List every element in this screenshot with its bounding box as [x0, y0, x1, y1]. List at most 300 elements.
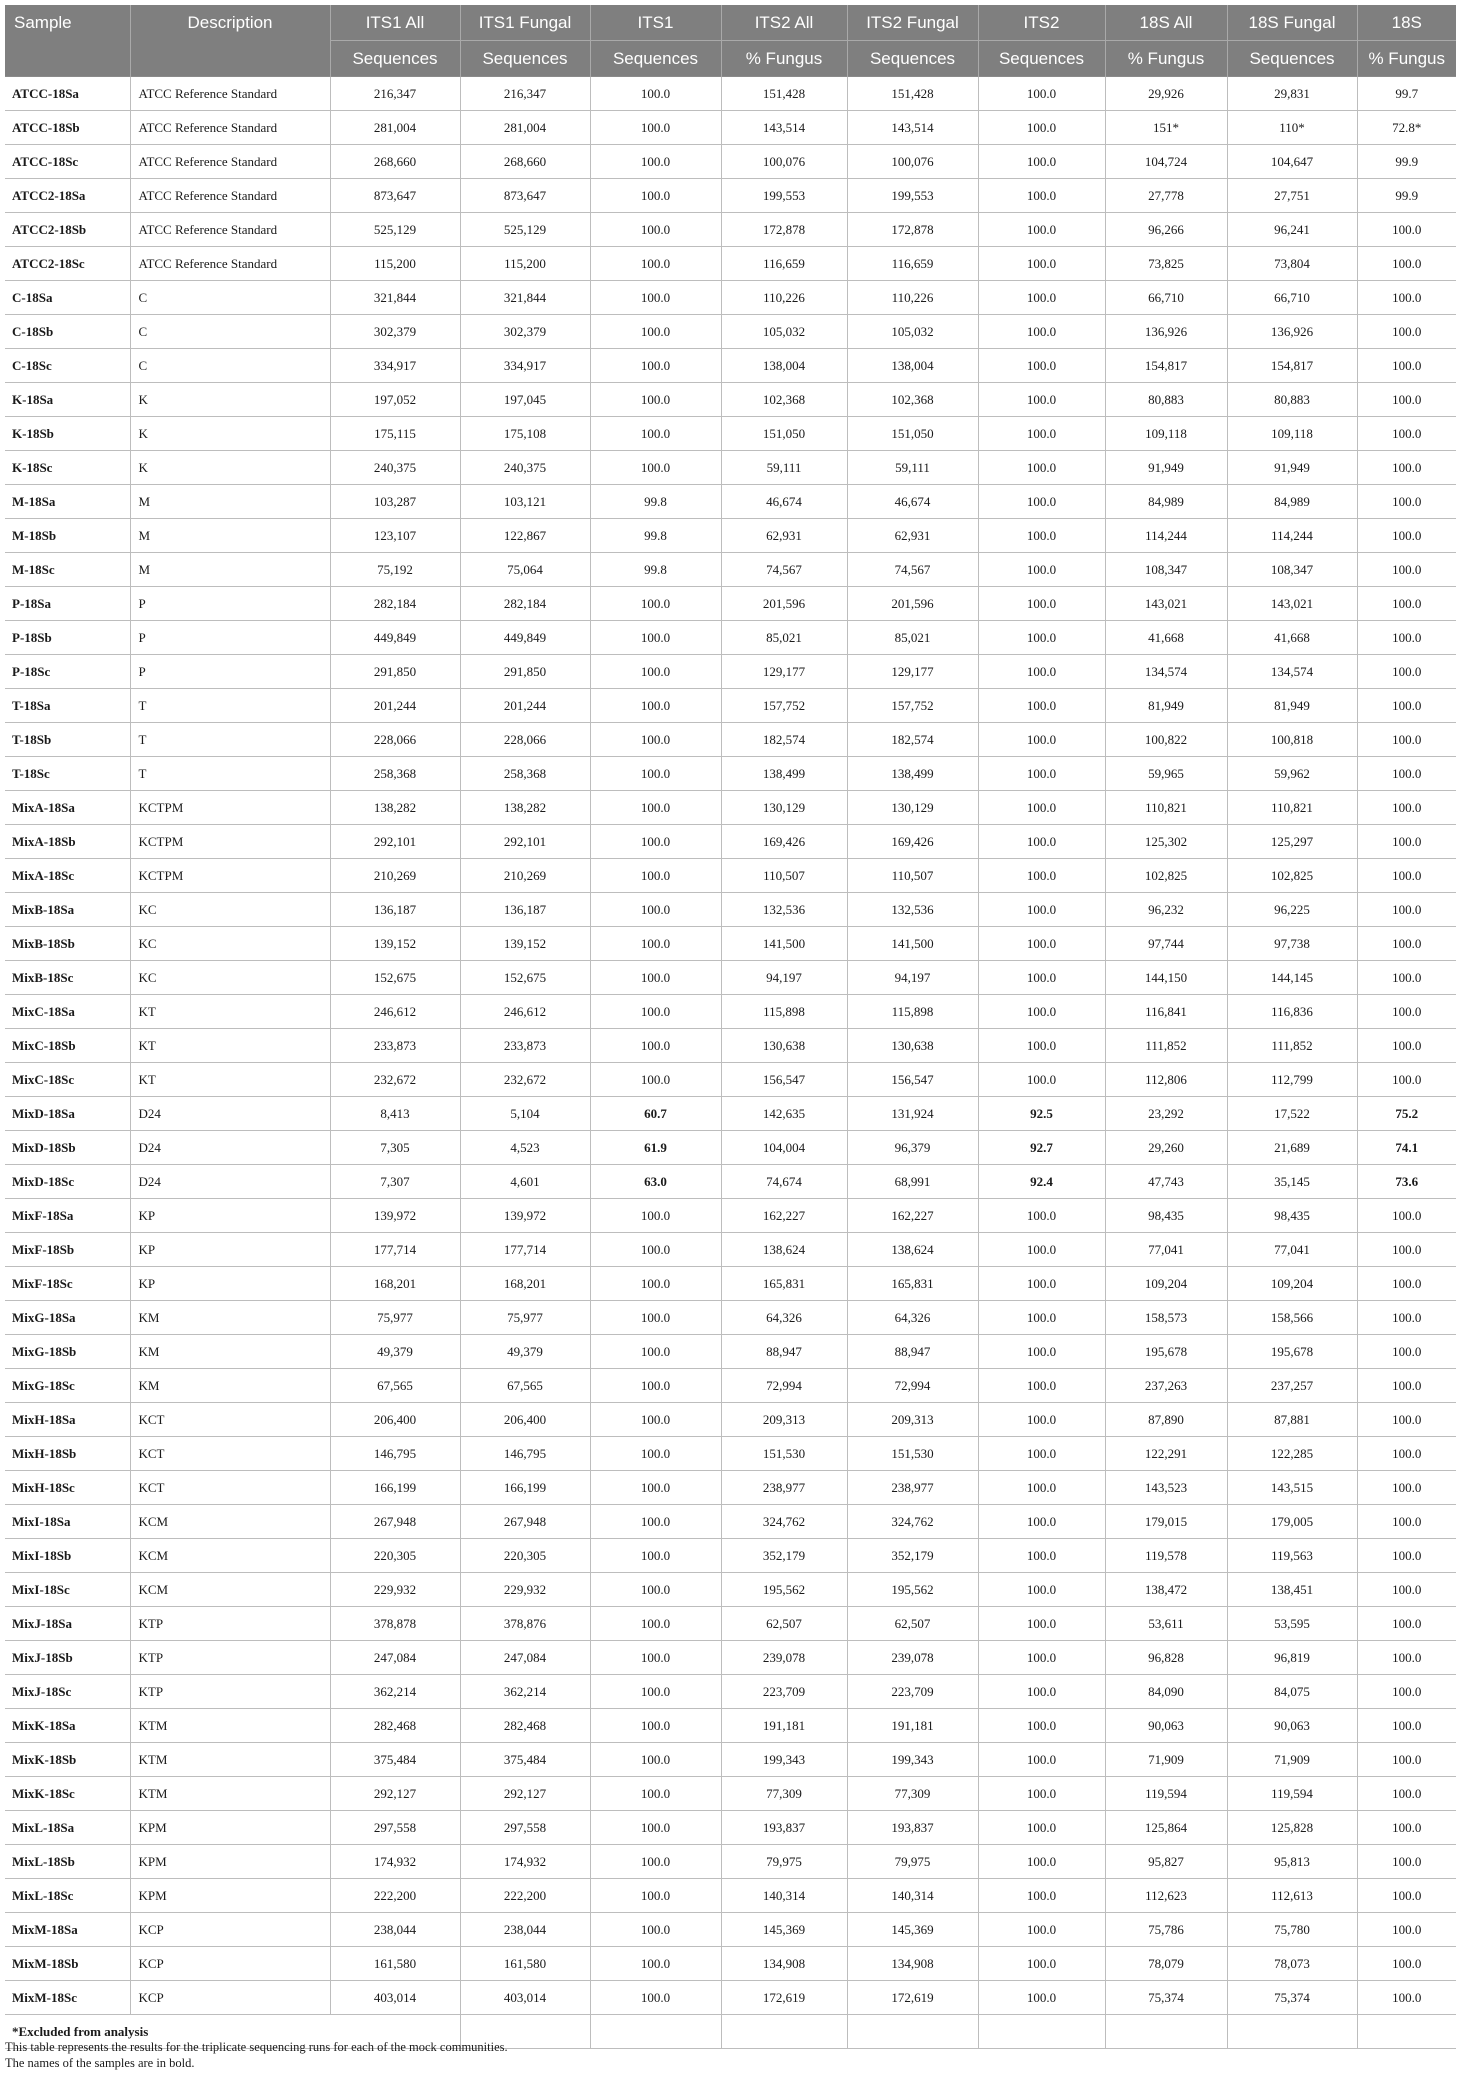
- cell-its2-pct: 100.0: [978, 587, 1105, 621]
- cell-its2-fungal: 138,624: [847, 1233, 978, 1267]
- cell-18s-all: 112,806: [1105, 1063, 1227, 1097]
- cell-its1-pct: 100.0: [590, 315, 721, 349]
- cell-its1-pct: 100.0: [590, 349, 721, 383]
- cell-its1-pct: 100.0: [590, 1505, 721, 1539]
- table-row: [5, 1811, 1456, 1845]
- cell-18s-fungal: 125,828: [1227, 1811, 1357, 1845]
- cell-its2-pct: 100.0: [978, 1641, 1105, 1675]
- cell-its2-fungal: 116,659: [847, 247, 978, 281]
- cell-18s-all: 195,678: [1105, 1335, 1227, 1369]
- cell-18s-fungal: 134,574: [1227, 655, 1357, 689]
- cell-sample: MixL-18Sc: [5, 1879, 130, 1913]
- cell-sample: P-18Sc: [5, 655, 130, 689]
- cell-its2-fungal: 239,078: [847, 1641, 978, 1675]
- header-its1-all-sub: Sequences: [330, 41, 460, 77]
- cell-sample: MixK-18Sc: [5, 1777, 130, 1811]
- header-description-sub: [130, 41, 330, 77]
- header-row-bottom: [5, 41, 1456, 77]
- cell-its1-fungal: 282,184: [460, 587, 590, 621]
- cell-its1-all: 201,244: [330, 689, 460, 723]
- cell-sample: MixG-18Sa: [5, 1301, 130, 1335]
- cell-its1-all: 210,269: [330, 859, 460, 893]
- cell-its1-pct: 100.0: [590, 145, 721, 179]
- table-row: [5, 1777, 1456, 1811]
- cell-18s-all: 114,244: [1105, 519, 1227, 553]
- table-row: [5, 1641, 1456, 1675]
- cell-its1-pct: 100.0: [590, 1981, 721, 2015]
- cell-its1-pct: 100.0: [590, 1471, 721, 1505]
- cell-its2-pct: 100.0: [978, 689, 1105, 723]
- cell-its1-pct: 100.0: [590, 1879, 721, 1913]
- cell-18s-all: 116,841: [1105, 995, 1227, 1029]
- table-row: [5, 1267, 1456, 1301]
- cell-its2-all: 193,837: [721, 1811, 847, 1845]
- table-row: [5, 281, 1456, 315]
- cell-sample: MixF-18Sa: [5, 1199, 130, 1233]
- cell-description: KTM: [130, 1709, 330, 1743]
- table-note: The names of the samples are in bold.: [5, 2056, 195, 2070]
- table-row: [5, 655, 1456, 689]
- cell-its1-all: 229,932: [330, 1573, 460, 1607]
- cell-its2-pct: 100.0: [978, 1029, 1105, 1063]
- cell-its2-pct: 100.0: [978, 961, 1105, 995]
- table-note: This table represents the results for the triplicate sequencing runs for each of the mock communities.: [5, 2040, 508, 2054]
- cell-sample: K-18Sc: [5, 451, 130, 485]
- cell-description: KCM: [130, 1539, 330, 1573]
- cell-its1-fungal: 152,675: [460, 961, 590, 995]
- header-18s-all-sub: % Fungus: [1105, 41, 1227, 77]
- table-row: [5, 1879, 1456, 1913]
- cell-18s-pct: 100.0: [1357, 655, 1456, 689]
- cell-18s-all: 96,828: [1105, 1641, 1227, 1675]
- cell-18s-fungal: 237,257: [1227, 1369, 1357, 1403]
- cell-its1-all: 403,014: [330, 1981, 460, 2015]
- cell-its2-pct: 100.0: [978, 1539, 1105, 1573]
- cell-18s-pct: 100.0: [1357, 927, 1456, 961]
- cell-its2-fungal: 157,752: [847, 689, 978, 723]
- cell-its1-fungal: 197,045: [460, 383, 590, 417]
- cell-18s-fungal: 97,738: [1227, 927, 1357, 961]
- cell-its1-pct: 100.0: [590, 1369, 721, 1403]
- cell-18s-fungal: 71,909: [1227, 1743, 1357, 1777]
- cell-its1-fungal: 281,004: [460, 111, 590, 145]
- cell-its2-fungal: 191,181: [847, 1709, 978, 1743]
- cell-18s-fungal: 66,710: [1227, 281, 1357, 315]
- cell-its1-all: 378,878: [330, 1607, 460, 1641]
- cell-its1-fungal: 5,104: [460, 1097, 590, 1131]
- cell-18s-pct: 100.0: [1357, 621, 1456, 655]
- cell-its1-fungal: 210,269: [460, 859, 590, 893]
- cell-its1-all: 197,052: [330, 383, 460, 417]
- cell-its2-pct: 100.0: [978, 1063, 1105, 1097]
- cell-its2-all: 156,547: [721, 1063, 847, 1097]
- cell-18s-fungal: 111,852: [1227, 1029, 1357, 1063]
- cell-its2-pct: 100.0: [978, 927, 1105, 961]
- header-row-top: [5, 5, 1456, 41]
- cell-its1-pct: 63.0: [590, 1165, 721, 1199]
- cell-18s-pct: 100.0: [1357, 1301, 1456, 1335]
- cell-its1-fungal: 168,201: [460, 1267, 590, 1301]
- cell-its1-pct: 100.0: [590, 825, 721, 859]
- cell-its2-pct: 100.0: [978, 1471, 1105, 1505]
- cell-its2-pct: 92.7: [978, 1131, 1105, 1165]
- cell-its1-fungal: 216,347: [460, 77, 590, 111]
- cell-18s-fungal: 110,821: [1227, 791, 1357, 825]
- cell-its2-pct: 100.0: [978, 1301, 1105, 1335]
- header-its1: ITS1: [590, 5, 721, 41]
- cell-18s-pct: 100.0: [1357, 1233, 1456, 1267]
- cell-sample: MixD-18Sa: [5, 1097, 130, 1131]
- cell-its1-fungal: 139,972: [460, 1199, 590, 1233]
- cell-its2-fungal: 141,500: [847, 927, 978, 961]
- cell-sample: MixH-18Sc: [5, 1471, 130, 1505]
- cell-18s-pct: 100.0: [1357, 1573, 1456, 1607]
- table-row: [5, 1063, 1456, 1097]
- cell-sample: MixM-18Sb: [5, 1947, 130, 1981]
- cell-its1-pct: 100.0: [590, 621, 721, 655]
- cell-its2-all: 134,908: [721, 1947, 847, 1981]
- cell-its1-pct: 61.9: [590, 1131, 721, 1165]
- cell-its2-pct: 100.0: [978, 1947, 1105, 1981]
- footnote-empty-cell: [721, 2015, 847, 2049]
- header-its1-sub: Sequences: [590, 41, 721, 77]
- cell-its1-pct: 100.0: [590, 213, 721, 247]
- cell-its1-all: 267,948: [330, 1505, 460, 1539]
- cell-its1-fungal: 232,672: [460, 1063, 590, 1097]
- cell-its1-fungal: 122,867: [460, 519, 590, 553]
- table-row: [5, 1301, 1456, 1335]
- cell-18s-pct: 100.0: [1357, 1811, 1456, 1845]
- footnote-excluded: *Excluded from analysis: [5, 2015, 330, 2049]
- table-row: [5, 1845, 1456, 1879]
- cell-its2-pct: 100.0: [978, 145, 1105, 179]
- cell-its1-all: 49,379: [330, 1335, 460, 1369]
- cell-sample: MixI-18Sb: [5, 1539, 130, 1573]
- table-row: [5, 757, 1456, 791]
- cell-18s-fungal: 154,817: [1227, 349, 1357, 383]
- cell-its2-fungal: 182,574: [847, 723, 978, 757]
- cell-its1-pct: 100.0: [590, 1675, 721, 1709]
- cell-its1-all: 206,400: [330, 1403, 460, 1437]
- cell-its2-all: 62,507: [721, 1607, 847, 1641]
- cell-its2-fungal: 143,514: [847, 111, 978, 145]
- cell-its1-pct: 100.0: [590, 179, 721, 213]
- cell-its2-all: 145,369: [721, 1913, 847, 1947]
- cell-its1-pct: 100.0: [590, 1301, 721, 1335]
- cell-18s-all: 29,926: [1105, 77, 1227, 111]
- cell-18s-all: 111,852: [1105, 1029, 1227, 1063]
- cell-18s-pct: 100.0: [1357, 995, 1456, 1029]
- header-its2-all-sub: % Fungus: [721, 41, 847, 77]
- cell-its2-fungal: 132,536: [847, 893, 978, 927]
- cell-sample: ATCC2-18Sc: [5, 247, 130, 281]
- cell-its2-all: 77,309: [721, 1777, 847, 1811]
- cell-its2-all: 143,514: [721, 111, 847, 145]
- cell-its2-all: 94,197: [721, 961, 847, 995]
- cell-18s-all: 104,724: [1105, 145, 1227, 179]
- cell-its2-fungal: 199,553: [847, 179, 978, 213]
- cell-its1-all: 282,468: [330, 1709, 460, 1743]
- cell-18s-fungal: 77,041: [1227, 1233, 1357, 1267]
- cell-its1-fungal: 525,129: [460, 213, 590, 247]
- cell-18s-all: 84,989: [1105, 485, 1227, 519]
- cell-its1-all: 302,379: [330, 315, 460, 349]
- cell-its2-fungal: 59,111: [847, 451, 978, 485]
- cell-18s-pct: 100.0: [1357, 1471, 1456, 1505]
- cell-18s-pct: 100.0: [1357, 485, 1456, 519]
- cell-description: KCM: [130, 1505, 330, 1539]
- cell-its2-pct: 100.0: [978, 485, 1105, 519]
- cell-sample: MixK-18Sb: [5, 1743, 130, 1777]
- cell-18s-all: 119,578: [1105, 1539, 1227, 1573]
- cell-its2-all: 191,181: [721, 1709, 847, 1743]
- cell-description: KM: [130, 1335, 330, 1369]
- cell-its1-fungal: 292,127: [460, 1777, 590, 1811]
- cell-sample: MixG-18Sb: [5, 1335, 130, 1369]
- footnote-empty-cell: [1105, 2015, 1227, 2049]
- cell-its2-pct: 100.0: [978, 655, 1105, 689]
- footnote-empty-cell: [978, 2015, 1105, 2049]
- cell-its2-all: 223,709: [721, 1675, 847, 1709]
- table-row: [5, 1607, 1456, 1641]
- cell-sample: MixD-18Sc: [5, 1165, 130, 1199]
- cell-its1-fungal: 282,468: [460, 1709, 590, 1743]
- header-sample: Sample: [5, 5, 130, 41]
- cell-18s-fungal: 104,647: [1227, 145, 1357, 179]
- cell-its2-all: 46,674: [721, 485, 847, 519]
- cell-18s-fungal: 95,813: [1227, 1845, 1357, 1879]
- cell-its1-pct: 100.0: [590, 859, 721, 893]
- table-row: [5, 995, 1456, 1029]
- cell-18s-fungal: 75,780: [1227, 1913, 1357, 1947]
- cell-18s-fungal: 102,825: [1227, 859, 1357, 893]
- cell-its2-fungal: 88,947: [847, 1335, 978, 1369]
- cell-sample: ATCC-18Sc: [5, 145, 130, 179]
- cell-its2-pct: 100.0: [978, 519, 1105, 553]
- cell-its2-pct: 100.0: [978, 1505, 1105, 1539]
- cell-its1-fungal: 174,932: [460, 1845, 590, 1879]
- cell-18s-all: 102,825: [1105, 859, 1227, 893]
- cell-its2-fungal: 151,428: [847, 77, 978, 111]
- cell-sample: MixD-18Sb: [5, 1131, 130, 1165]
- table-row: [5, 1981, 1456, 2015]
- cell-its1-pct: 99.8: [590, 519, 721, 553]
- header-its1-fungal-sub: Sequences: [460, 41, 590, 77]
- cell-its2-fungal: 102,368: [847, 383, 978, 417]
- cell-its1-fungal: 403,014: [460, 1981, 590, 2015]
- table-row: [5, 621, 1456, 655]
- cell-sample: MixF-18Sc: [5, 1267, 130, 1301]
- table-row: [5, 893, 1456, 927]
- cell-its1-all: 123,107: [330, 519, 460, 553]
- cell-its2-fungal: 68,991: [847, 1165, 978, 1199]
- cell-18s-pct: 100.0: [1357, 383, 1456, 417]
- cell-18s-fungal: 100,818: [1227, 723, 1357, 757]
- header-its2-sub: Sequences: [978, 41, 1105, 77]
- table-row: [5, 179, 1456, 213]
- cell-18s-fungal: 90,063: [1227, 1709, 1357, 1743]
- cell-its2-all: 132,536: [721, 893, 847, 927]
- cell-its2-fungal: 209,313: [847, 1403, 978, 1437]
- table-row: [5, 485, 1456, 519]
- cell-18s-all: 23,292: [1105, 1097, 1227, 1131]
- cell-its1-all: 222,200: [330, 1879, 460, 1913]
- cell-18s-all: 87,890: [1105, 1403, 1227, 1437]
- cell-18s-fungal: 81,949: [1227, 689, 1357, 723]
- cell-its2-pct: 100.0: [978, 1981, 1105, 2015]
- cell-sample: MixH-18Sa: [5, 1403, 130, 1437]
- cell-18s-fungal: 59,962: [1227, 757, 1357, 791]
- cell-its2-pct: 100.0: [978, 621, 1105, 655]
- cell-its2-fungal: 62,507: [847, 1607, 978, 1641]
- cell-its2-all: 140,314: [721, 1879, 847, 1913]
- table-row: [5, 927, 1456, 961]
- cell-its1-all: 115,200: [330, 247, 460, 281]
- cell-18s-pct: 100.0: [1357, 1947, 1456, 1981]
- cell-18s-all: 108,347: [1105, 553, 1227, 587]
- cell-its1-pct: 100.0: [590, 281, 721, 315]
- cell-its2-all: 201,596: [721, 587, 847, 621]
- cell-its2-pct: 100.0: [978, 1573, 1105, 1607]
- cell-its2-all: 88,947: [721, 1335, 847, 1369]
- cell-description: C: [130, 315, 330, 349]
- table-row: [5, 1471, 1456, 1505]
- cell-18s-all: 90,063: [1105, 1709, 1227, 1743]
- cell-its2-pct: 100.0: [978, 1845, 1105, 1879]
- cell-its2-pct: 100.0: [978, 1913, 1105, 1947]
- cell-18s-pct: 100.0: [1357, 1675, 1456, 1709]
- cell-description: KCTPM: [130, 791, 330, 825]
- cell-18s-fungal: 35,145: [1227, 1165, 1357, 1199]
- cell-18s-all: 134,574: [1105, 655, 1227, 689]
- cell-18s-all: 84,090: [1105, 1675, 1227, 1709]
- cell-its2-pct: 100.0: [978, 111, 1105, 145]
- cell-its1-all: 7,305: [330, 1131, 460, 1165]
- cell-description: KC: [130, 927, 330, 961]
- cell-its1-fungal: 378,876: [460, 1607, 590, 1641]
- cell-its1-all: 174,932: [330, 1845, 460, 1879]
- cell-18s-pct: 100.0: [1357, 1335, 1456, 1369]
- cell-description: K: [130, 383, 330, 417]
- cell-18s-fungal: 73,804: [1227, 247, 1357, 281]
- table-row: [5, 1199, 1456, 1233]
- cell-its1-all: 103,287: [330, 485, 460, 519]
- cell-18s-all: 143,021: [1105, 587, 1227, 621]
- cell-18s-pct: 100.0: [1357, 553, 1456, 587]
- cell-sample: MixA-18Sb: [5, 825, 130, 859]
- footnote-empty-cell: [847, 2015, 978, 2049]
- cell-18s-all: 41,668: [1105, 621, 1227, 655]
- cell-description: D24: [130, 1165, 330, 1199]
- cell-its1-fungal: 238,044: [460, 1913, 590, 1947]
- cell-its2-fungal: 72,994: [847, 1369, 978, 1403]
- footnote-empty-cell: [590, 2015, 721, 2049]
- cell-18s-pct: 100.0: [1357, 893, 1456, 927]
- cell-18s-fungal: 108,347: [1227, 553, 1357, 587]
- cell-18s-pct: 74.1: [1357, 1131, 1456, 1165]
- cell-18s-fungal: 112,613: [1227, 1879, 1357, 1913]
- cell-18s-fungal: 75,374: [1227, 1981, 1357, 2015]
- cell-18s-all: 98,435: [1105, 1199, 1227, 1233]
- cell-its2-fungal: 64,326: [847, 1301, 978, 1335]
- cell-description: P: [130, 587, 330, 621]
- cell-its2-fungal: 79,975: [847, 1845, 978, 1879]
- cell-its2-fungal: 96,379: [847, 1131, 978, 1165]
- cell-description: P: [130, 621, 330, 655]
- table-row: [5, 247, 1456, 281]
- cell-its1-all: 525,129: [330, 213, 460, 247]
- cell-description: KCT: [130, 1471, 330, 1505]
- cell-its2-pct: 100.0: [978, 451, 1105, 485]
- cell-its1-fungal: 246,612: [460, 995, 590, 1029]
- cell-18s-all: 136,926: [1105, 315, 1227, 349]
- cell-its2-fungal: 110,507: [847, 859, 978, 893]
- cell-18s-pct: 75.2: [1357, 1097, 1456, 1131]
- table-row: [5, 689, 1456, 723]
- cell-description: KM: [130, 1369, 330, 1403]
- cell-sample: MixL-18Sb: [5, 1845, 130, 1879]
- cell-its2-fungal: 172,878: [847, 213, 978, 247]
- cell-its2-all: 110,226: [721, 281, 847, 315]
- cell-18s-pct: 100.0: [1357, 723, 1456, 757]
- cell-18s-fungal: 96,819: [1227, 1641, 1357, 1675]
- cell-18s-pct: 100.0: [1357, 1981, 1456, 2015]
- cell-its1-all: 247,084: [330, 1641, 460, 1675]
- cell-sample: MixB-18Sa: [5, 893, 130, 927]
- cell-its2-all: 157,752: [721, 689, 847, 723]
- cell-its2-pct: 100.0: [978, 417, 1105, 451]
- table-row: [5, 1335, 1456, 1369]
- cell-its2-all: 130,638: [721, 1029, 847, 1063]
- cell-sample: ATCC-18Sa: [5, 77, 130, 111]
- cell-description: KCP: [130, 1913, 330, 1947]
- cell-its1-fungal: 334,917: [460, 349, 590, 383]
- cell-its1-all: 67,565: [330, 1369, 460, 1403]
- cell-its1-all: 297,558: [330, 1811, 460, 1845]
- cell-description: D24: [130, 1131, 330, 1165]
- cell-description: KCT: [130, 1403, 330, 1437]
- cell-its1-pct: 100.0: [590, 1573, 721, 1607]
- cell-18s-all: 27,778: [1105, 179, 1227, 213]
- cell-18s-all: 122,291: [1105, 1437, 1227, 1471]
- cell-18s-pct: 99.7: [1357, 77, 1456, 111]
- cell-its2-pct: 100.0: [978, 723, 1105, 757]
- cell-its2-fungal: 140,314: [847, 1879, 978, 1913]
- cell-description: K: [130, 451, 330, 485]
- cell-its2-pct: 100.0: [978, 757, 1105, 791]
- cell-sample: M-18Sc: [5, 553, 130, 587]
- cell-its2-fungal: 162,227: [847, 1199, 978, 1233]
- header-sample-sub: [5, 41, 130, 77]
- table-row: [5, 1913, 1456, 1947]
- cell-its2-all: 172,878: [721, 213, 847, 247]
- cell-its2-pct: 100.0: [978, 791, 1105, 825]
- cell-18s-all: 110,821: [1105, 791, 1227, 825]
- cell-its1-all: 282,184: [330, 587, 460, 621]
- cell-description: KPM: [130, 1811, 330, 1845]
- cell-18s-all: 75,374: [1105, 1981, 1227, 2015]
- cell-18s-fungal: 136,926: [1227, 315, 1357, 349]
- cell-its1-pct: 100.0: [590, 1811, 721, 1845]
- cell-sample: ATCC-18Sb: [5, 111, 130, 145]
- table-row: [5, 1131, 1456, 1165]
- cell-18s-fungal: 114,244: [1227, 519, 1357, 553]
- cell-sample: C-18Sc: [5, 349, 130, 383]
- header-18s: 18S: [1357, 5, 1456, 41]
- cell-18s-fungal: 138,451: [1227, 1573, 1357, 1607]
- cell-its1-fungal: 4,523: [460, 1131, 590, 1165]
- cell-description: KM: [130, 1301, 330, 1335]
